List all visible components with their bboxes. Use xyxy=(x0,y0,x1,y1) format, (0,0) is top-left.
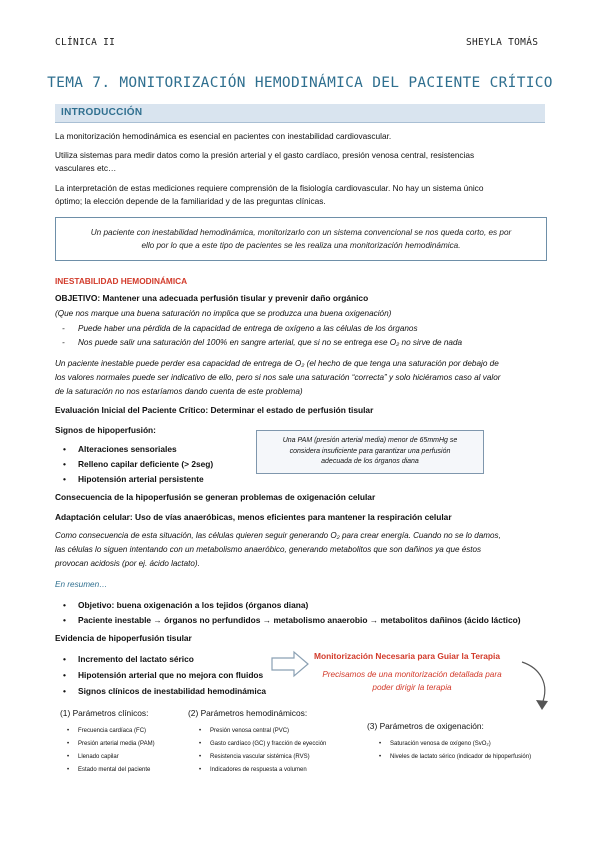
hemodinamico-item: • Presión venosa central (PVC) xyxy=(210,725,289,737)
evidencia-title: Evidencia de hipoperfusión tisular xyxy=(55,633,192,643)
callout-box xyxy=(55,217,547,261)
monitor-title: Monitorización Necesaria para Guiar la Terapia xyxy=(314,651,501,661)
intro-p3: La interpretación de estas mediciones requiere comprensión de la fisiología cardiovascular. No hay un sistema único xyxy=(55,183,484,193)
dash-marker: - xyxy=(62,338,65,347)
adaptacion-para-line: Como consecuencia de esta situación, las células quieren seguir generando O₂ para crear energía. Cuando no se lo damos, xyxy=(55,531,501,540)
adaptacion-line: Adaptación celular: Uso de vías anaeróbicas, menos eficientes para mantener la respiración celular xyxy=(55,512,452,522)
callout-line: Un paciente con inestabilidad hemodinámica, monitorizarlo con un sistema convencional se nos queda corto, es por xyxy=(90,228,512,237)
hemodinamico-item: • Resistencia vascular sistémica (RVS) xyxy=(210,751,310,763)
hemodinamico-item: • Gasto cardíaco (GC) y fracción de eyección xyxy=(210,738,326,750)
inestable-para-line: Un paciente inestable puede perder esa capacidad de entrega de O₂ (el hecho de que tenga una saturación por debajo de xyxy=(55,359,499,368)
oxigenacion-item: • Niveles de lactato sérico (indicador de hipoperfusión) xyxy=(390,751,531,763)
signo-item: • Relleno capilar deficiente (> 2seg) xyxy=(78,458,213,471)
clinico-item: • Llenado capilar xyxy=(78,751,119,763)
adaptacion-para-line: las células lo siguen intentando con un metabolismo anaeróbico, generando metabolitos que son dañinos ya que éstos xyxy=(55,545,482,554)
header-course: CLÍNICA II xyxy=(55,37,116,48)
evaluacion-line: Evaluación Inicial del Paciente Crítico: Determinar el estado de perfusión tisular xyxy=(55,405,374,415)
dash-item: Puede haber una pérdida de la capacidad de entrega de oxígeno a las células de los órganos xyxy=(78,324,418,333)
consecuencia-line: Consecuencia de la hipoperfusión se generan problemas de oxigenación celular xyxy=(55,492,376,502)
evidencia-item: • Incremento del lactato sérico xyxy=(78,653,194,666)
resumen-item: • Paciente inestable → órganos no perfundidos → metabolismo anaerobio → metabolitos dañinos (ácido láctico) xyxy=(78,614,521,627)
section-title: INTRODUCCIÓN xyxy=(61,107,143,118)
monitor-line: poder dirigir la terapia xyxy=(372,683,452,692)
pam-note-box xyxy=(256,430,484,474)
inestable-para-line: de la saturación no nos estaríamos dando cuenta de este problema) xyxy=(55,387,303,396)
dash-item: Nos puede salir una saturación del 100% en sangre arterial, que si no se entrega ese O₂ no sirve de nada xyxy=(78,338,463,347)
intro-p3-cont: óptimo; la elección depende de la familiaridad y de las preguntas clínicas. xyxy=(55,196,326,206)
header-author: SHEYLA TOMÁS xyxy=(466,37,539,48)
section-bar-intro xyxy=(55,104,545,123)
hemodinamicos-title: (2) Parámetros hemodinámicos: xyxy=(188,708,308,718)
oxigenacion-title: (3) Parámetros de oxigenación: xyxy=(367,721,484,731)
inestable-para-line: los valores normales puede ser indicativo de ello, pero si nos sale una saturación “correcta” y solo hiciéramos caso al valor xyxy=(55,373,501,382)
callout-line: ello por lo que a este tipo de pacientes se les realiza una monitorización hemodinámica. xyxy=(141,241,461,250)
resumen-item: • Objetivo: buena oxigenación a los tejidos (órganos diana) xyxy=(78,599,308,612)
monitor-line: Precisamos de una monitorización detallada para xyxy=(322,670,502,679)
resumen-title: En resumen… xyxy=(55,580,108,589)
saturacion-note: (Que nos marque una buena saturación no implica que se produzca una buena oxigenación) xyxy=(55,309,392,318)
dash-marker: - xyxy=(62,324,65,333)
objetivo-line: OBJETIVO: Mantener una adecuada perfusión tisular y prevenir daño orgánico xyxy=(55,293,369,303)
evidencia-item: • Hipotensión arterial que no mejora con fluidos xyxy=(78,669,263,682)
intro-p1: La monitorización hemodinámica es esencial en pacientes con inestabilidad cardiovascular. xyxy=(55,131,392,141)
clinico-item: • Estado mental del paciente xyxy=(78,764,150,776)
page-title: TEMA 7. MONITORIZACIÓN HEMODINÁMICA DEL PACIENTE CRÍTICO xyxy=(47,75,553,91)
evidencia-item: • Signos clínicos de inestabilidad hemodinámica xyxy=(78,685,266,698)
monitor-text xyxy=(300,668,524,694)
pam-line: Una PAM (presión arterial media) menor de 65mmHg se xyxy=(282,437,458,444)
signo-item: • Hipotensión arterial persistente xyxy=(78,473,204,486)
signos-title: Signos de hipoperfusión: xyxy=(55,425,156,435)
inestabilidad-heading: INESTABILIDAD HEMODINÁMICA xyxy=(55,276,188,286)
pam-line: adecuada de los órganos diana xyxy=(321,458,419,465)
oxigenacion-item: • Saturación venosa de oxígeno (SvO₂) xyxy=(390,738,491,750)
adaptacion-para-line: provocan acidosis (por ej. ácido lactato). xyxy=(55,559,200,568)
intro-p2: Utiliza sistemas para medir datos como la presión arterial y el gasto cardíaco, presión venosa central, resistencias xyxy=(55,150,475,160)
hemodinamico-item: • Indicadores de respuesta a volumen xyxy=(210,764,307,776)
clinico-item: • Presión arterial media (PAM) xyxy=(78,738,155,750)
pam-line: considera insuficiente para garantizar una perfusión xyxy=(289,447,451,455)
intro-p2-cont: vasculares etc… xyxy=(55,163,117,173)
clinicos-title: (1) Parámetros clínicos: xyxy=(60,708,149,718)
clinico-item: • Frecuencia cardíaca (FC) xyxy=(78,725,146,737)
signo-item: • Alteraciones sensoriales xyxy=(78,443,177,456)
